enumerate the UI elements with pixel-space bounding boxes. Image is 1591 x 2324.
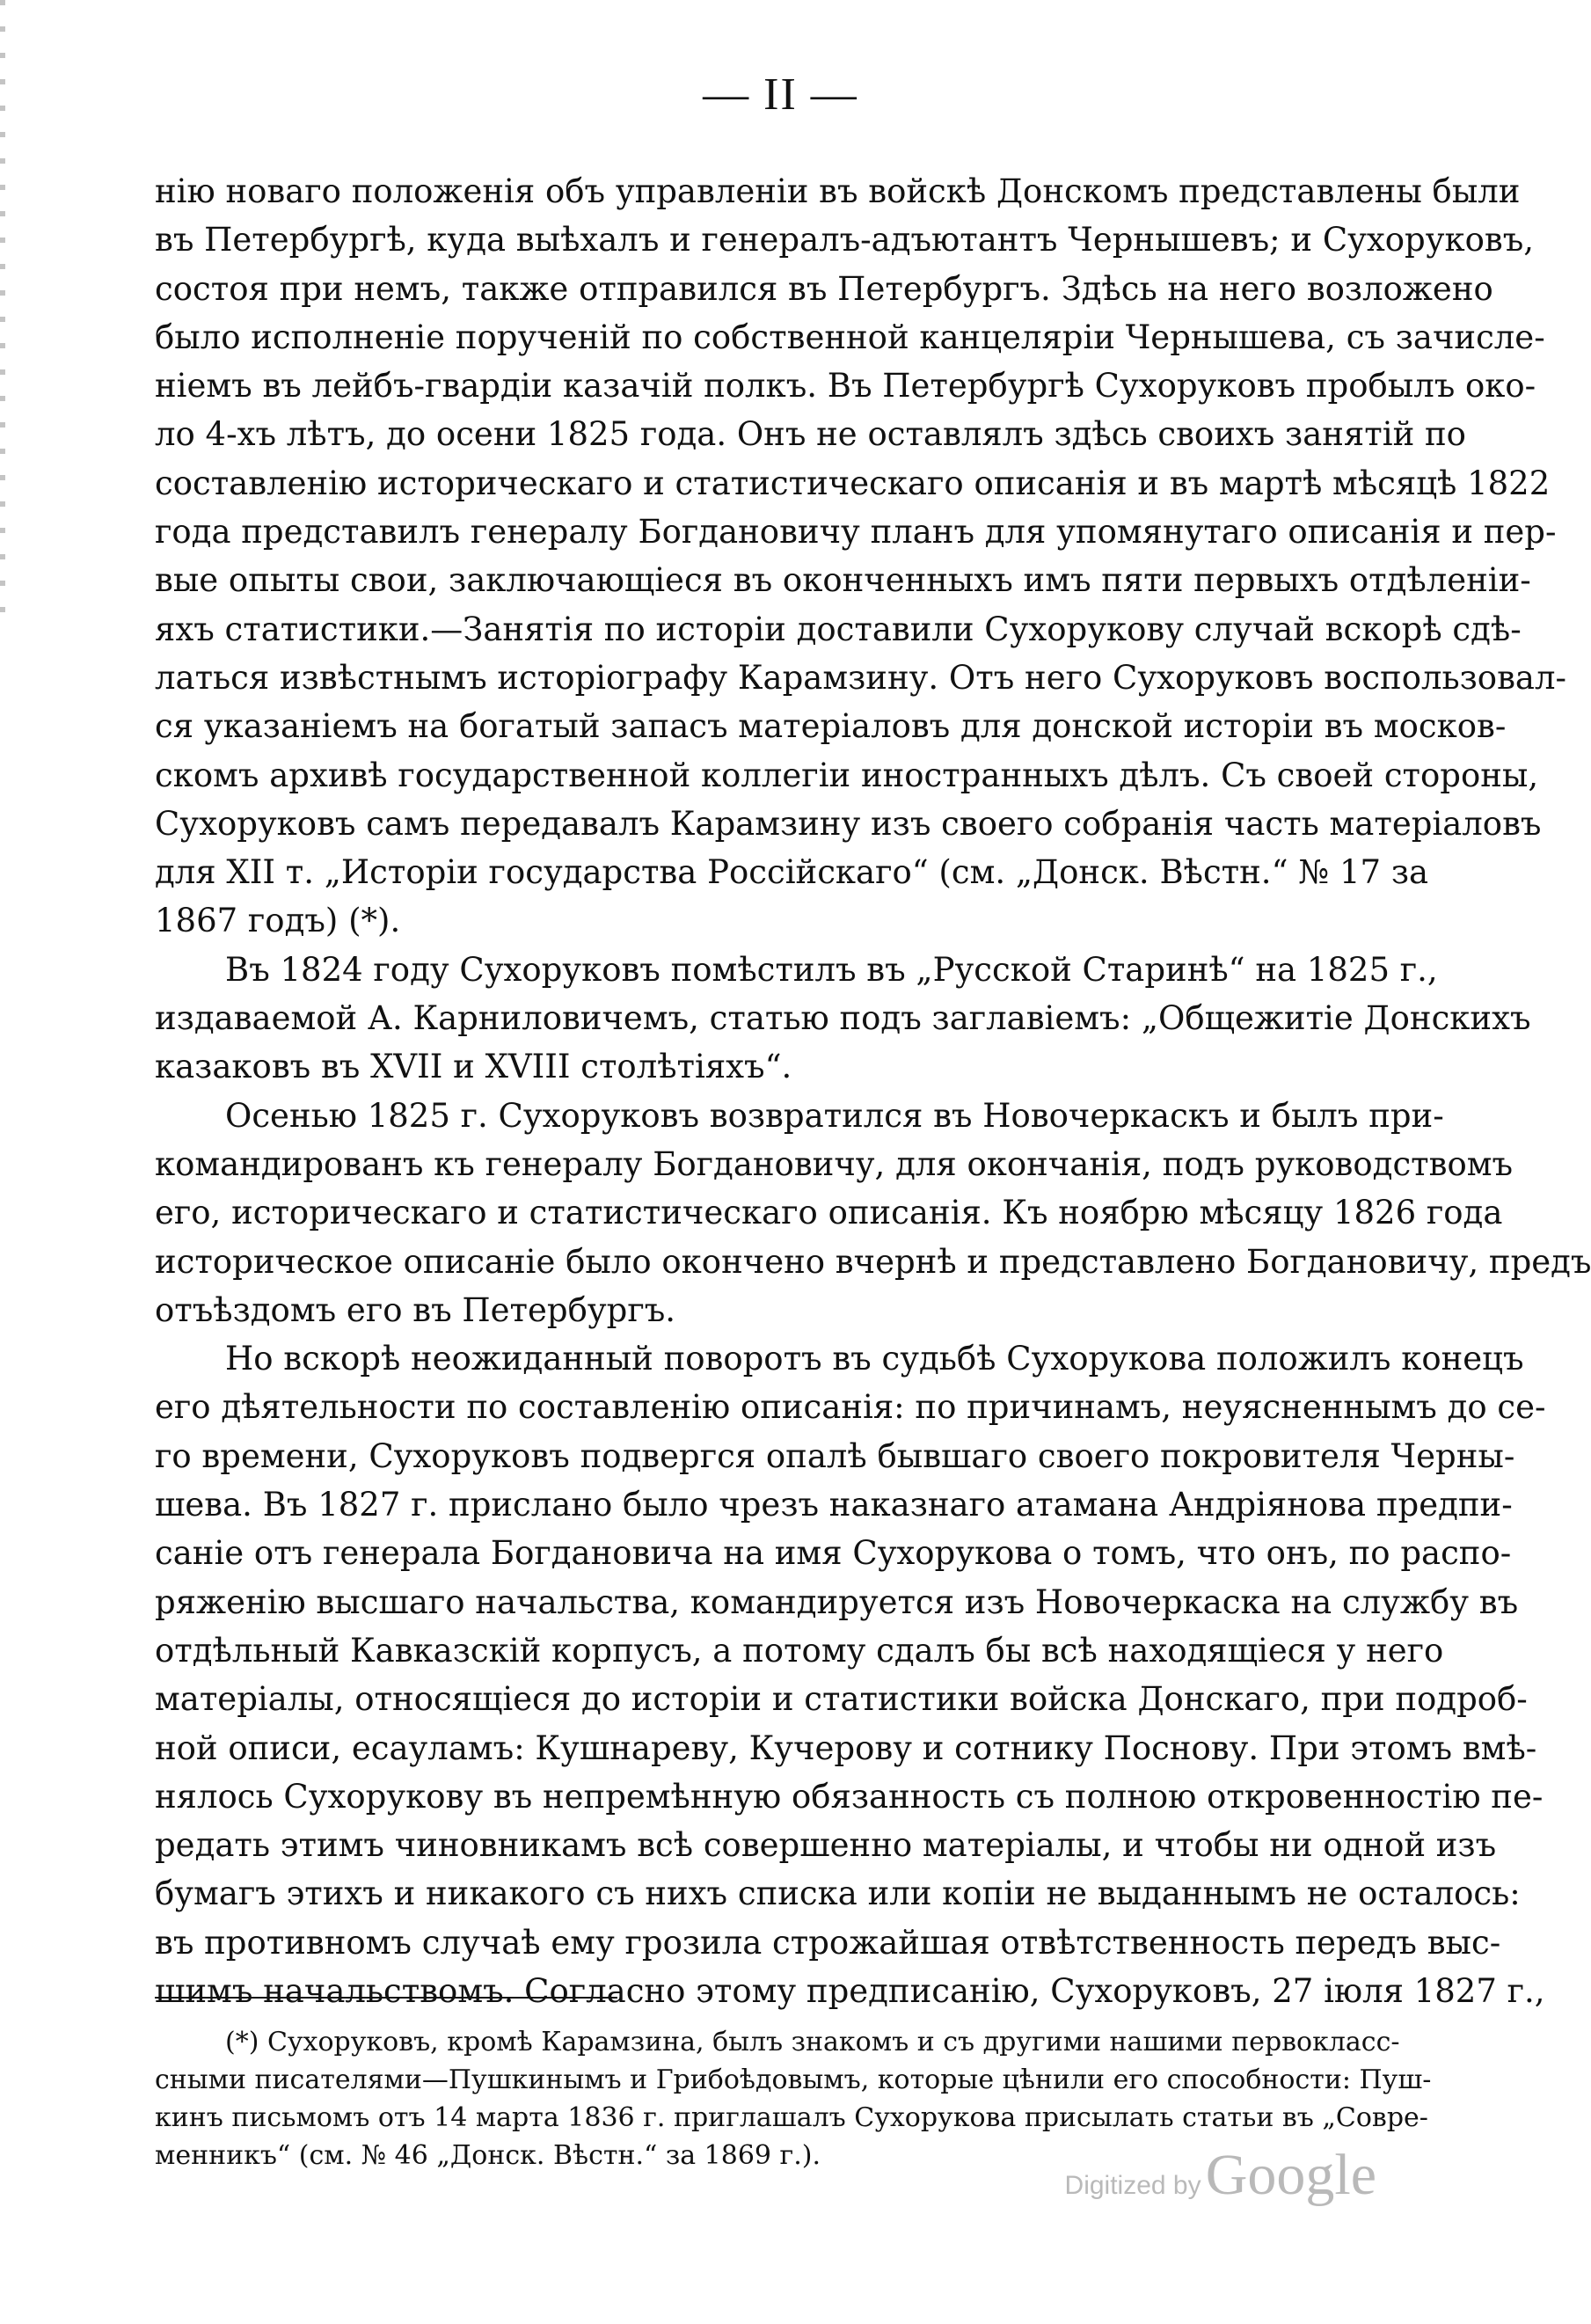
text-line: го времени, Сухоруковъ подвергся опалѣ бывшаго своего покровителя Черны- — [155, 1436, 1515, 1475]
text-line: издаваемой А. Карниловичемъ, статью подъ заглавіемъ: „Общежитіе Донскихъ — [155, 999, 1531, 1038]
text-line: командированъ къ генералу Богдановичу, для окончанія, подъ руководствомъ — [155, 1144, 1514, 1183]
footnote-line: (*) Сухоруковъ, кромѣ Карамзина, былъ знакомъ и съ другими нашими первокласс- — [225, 2027, 1400, 2057]
paragraph-2 — [155, 946, 1531, 1092]
text-line: нялось Сухорукову въ непремѣнную обязанность съ полною откровенностію пе- — [155, 1777, 1544, 1816]
text-line: для XII т. „Исторіи государства Россійскаго“ (см. „Донск. Вѣстн.“ № 17 за — [155, 853, 1429, 892]
text-line: его, историческаго и статистическаго описанія. Къ ноябрю мѣсяцу 1826 года — [155, 1194, 1503, 1232]
text-line: саніе отъ генерала Богдановича на имя Сухорукова о томъ, что онъ, по распо- — [155, 1534, 1512, 1573]
text-line: шимъ начальствомъ. Согласно этому предписанію, Сухоруковъ, 27 іюля 1827 г., — [155, 1971, 1545, 2010]
paragraph-4 — [155, 1334, 1546, 2015]
text-line: вые опыты свои, заключающіеся въ оконченныхъ имъ пяти первыхъ отдѣленіи- — [155, 561, 1531, 600]
paragraph-3 — [155, 1092, 1591, 1334]
text-line: 1867 годъ) (*). — [155, 902, 401, 940]
text-line: шева. Въ 1827 г. прислано было чрезъ наказнаго атамана Андріянова предпи- — [155, 1486, 1513, 1524]
text-line: историческое описаніе было окончено вчернѣ и представлено Богдановичу, предъ — [155, 1242, 1591, 1281]
text-line: бумагъ этихъ и никакого съ нихъ списка или копіи не выданнымъ не осталось: — [155, 1875, 1521, 1913]
watermark-prefix: Digitized by — [1064, 2171, 1201, 2200]
text-line: ся указаніемъ на богатый запасъ матеріаловъ для донской исторіи въ москов- — [155, 707, 1507, 746]
text-line: матеріалы, относящіеся до исторіи и статистики войска Донскаго, при подроб- — [155, 1680, 1528, 1719]
text-line: было исполненіе порученій по собственной канцеляріи Чернышева, съ зачисле- — [155, 318, 1545, 356]
text-line: его дѣятельности по составленію описанія: по причинамъ, неуясненнымъ до се- — [155, 1388, 1546, 1427]
text-line: въ Петербургѣ, куда выѣхалъ и генералъ-адъютантъ Чернышевъ; и Сухоруковъ, — [155, 221, 1535, 259]
text-line: яхъ статистики.—Занятія по исторіи доставили Сухорукову случай вскорѣ сдѣ- — [155, 610, 1522, 648]
text-line: отъѣздомъ его въ Петербургъ. — [155, 1290, 675, 1329]
text-line: латься извѣстнымъ исторіографу Карамзину. Отъ него Сухоруковъ воспользовал- — [155, 658, 1566, 697]
text-line: Но вскорѣ неожиданный поворотъ въ судьбѣ Сухорукова положилъ конецъ — [225, 1340, 1524, 1378]
text-line: Осенью 1825 г. Сухоруковъ возвратился въ Новочеркаскъ и былъ при- — [225, 1096, 1444, 1135]
text-line: ло 4-хъ лѣтъ, до осени 1825 года. Онъ не оставлялъ здѣсь своихъ занятій по — [155, 415, 1466, 454]
text-line: отдѣльный Кавказскій корпусъ, а потому сдалъ бы всѣ находящіеся у него — [155, 1631, 1444, 1670]
text-line: скомъ архивѣ государственной коллегіи иностранныхъ дѣлъ. Съ своей стороны, — [155, 756, 1539, 794]
page-number: — II — — [703, 69, 858, 120]
text-line: Въ 1824 году Сухоруковъ помѣстилъ въ „Русской Старинѣ“ на 1825 г., — [225, 950, 1438, 989]
text-line: ной описи, есауламъ: Кушнареву, Кучерову и сотнику Поснову. При этомъ вмѣ- — [155, 1728, 1537, 1767]
text-line: состоя при немъ, также отправился въ Петербургъ. Здѣсь на него возложено — [155, 269, 1493, 308]
text-line: казаковъ въ XVII и XVIII столѣтіяхъ“. — [155, 1048, 792, 1086]
text-line: нію новаго положенія объ управленіи въ войскѣ Донскомъ представлены были — [155, 172, 1521, 210]
text-line: ніемъ въ лейбъ-гвардіи казачій полкъ. Въ Петербургѣ Сухоруковъ пробылъ око- — [155, 367, 1536, 406]
footnote-divider — [155, 1997, 617, 1999]
text-line: составленію историческаго и статистическаго описанія и въ мартѣ мѣсяцѣ 1822 — [155, 464, 1551, 502]
text-line: редать этимъ чиновникамъ всѣ совершенно матеріалы, и чтобы ни одной изъ — [155, 1826, 1497, 1865]
footnote-line: сными писателями—Пушкинымъ и Грибоѣдовымъ, которые цѣнили его способности: Пуш- — [155, 2065, 1432, 2095]
text-line: Сухоруковъ самъ передавалъ Карамзину изъ своего собранія часть матеріаловъ — [155, 804, 1542, 843]
footnote-line: менникъ“ (см. № 46 „Донск. Вѣстн.“ за 1869 г.). — [155, 2140, 821, 2171]
google-logo: Google — [1205, 2143, 1376, 2207]
text-line: ряженію высшаго начальства, командируется изъ Новочеркаска на службу въ — [155, 1582, 1519, 1621]
paragraph-1 — [155, 167, 1566, 946]
digitized-watermark — [1065, 2142, 1376, 2209]
body-text — [155, 167, 1591, 2015]
footnote-line: кинъ письмомъ отъ 14 марта 1836 г. приглашалъ Сухорукова присылать статьи въ „Совре- — [155, 2102, 1428, 2133]
text-line: въ противномъ случаѣ ему грозила строжайшая отвѣтственность передъ выс- — [155, 1923, 1501, 1962]
text-line: года представилъ генералу Богдановичу планъ для упомянутаго описанія и пер- — [155, 513, 1557, 552]
